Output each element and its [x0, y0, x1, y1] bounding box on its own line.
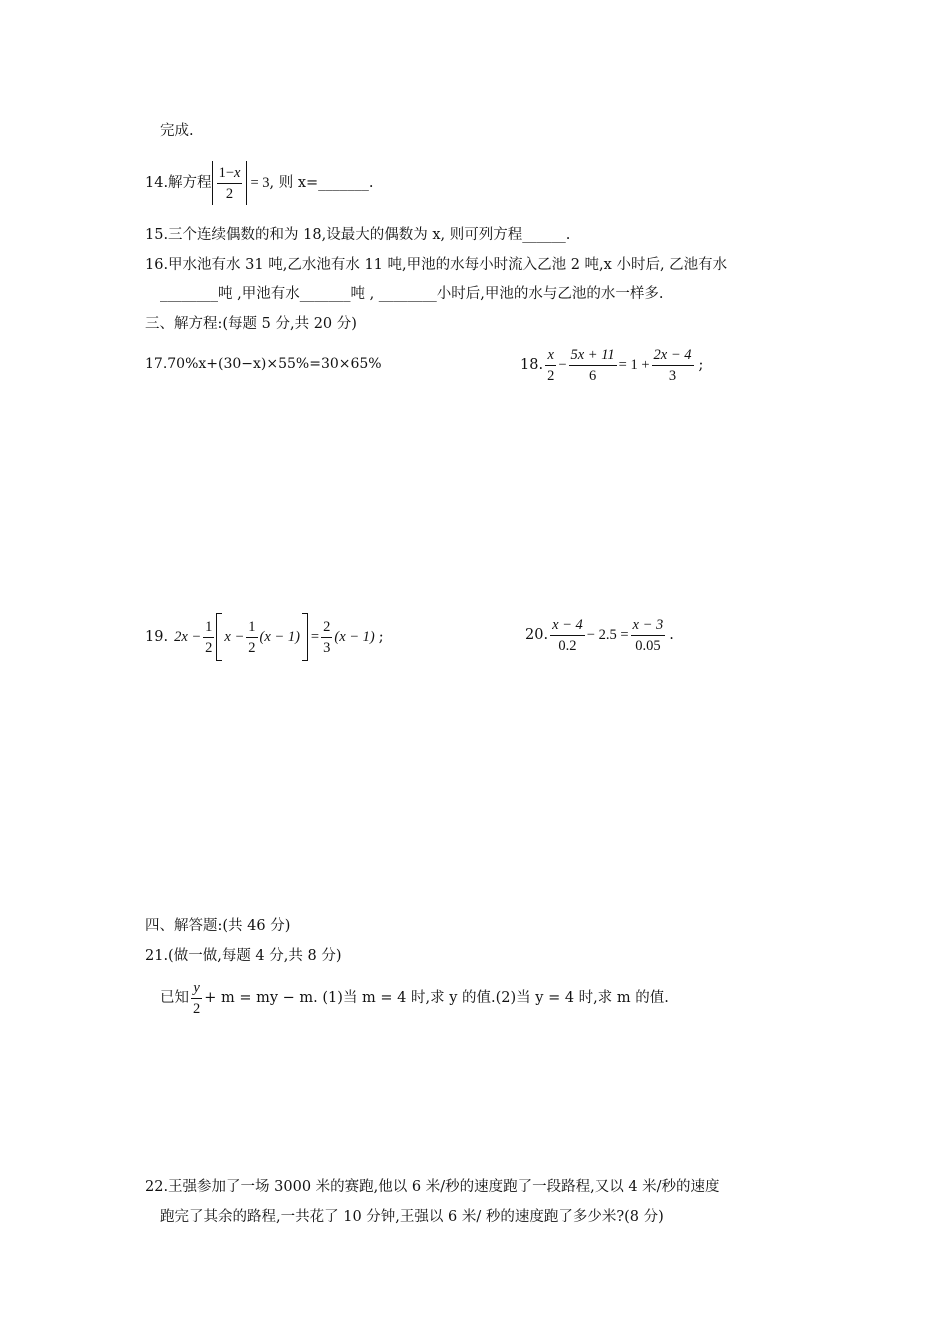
q14-equals: = 3 [250, 175, 270, 191]
question-18: 18. $\frac{x}{2}$ − $\frac{5x + 11}{6}$ = 1 + $\frac{2x - 4}{3}$ ; [520, 346, 704, 384]
q19-half-1: $\frac{1}{2}$ [205, 618, 213, 656]
question-14 [145, 160, 374, 206]
question-21-body: 已知 $\frac{y}{2}$ + m = my − m. (1)当 m = 4 时,求 y 的值.(2)当 y = 4 时,求 m 的值. [160, 979, 669, 1017]
question-15: 15.三个连续偶数的和为 18,设最大的偶数为 x, 则可列方程______. [145, 227, 571, 243]
question-17: 17.70%x+(30−x)×55%=30×65% [145, 356, 382, 372]
q19-left-bracket [216, 613, 222, 661]
q20-fraction-2: $\frac{x - 3}{0.05}$ [632, 616, 664, 654]
q19-label: 19. [145, 629, 169, 645]
q13-tail: 完成. [160, 123, 194, 139]
question-16-line1: 16.甲水池有水 31 吨,乙水池有水 11 吨,甲池的水每小时流入乙池 2 吨,x 小时后, 乙池有水 [145, 257, 728, 273]
q18-label: 18. [520, 357, 544, 373]
question-19: 19. 2x − $\frac{1}{2}$ x − $\frac{1}{2}$ (x − 1) = $\frac{2}{3}$ (x − 1) ; [145, 612, 384, 662]
q19-half-2: $\frac{1}{2}$ [248, 618, 256, 656]
section-3-heading: 三、解方程:(每题 5 分,共 20 分) [145, 316, 357, 332]
q18-fraction-3: $\frac{2x - 4}{3}$ [653, 346, 692, 384]
question-22-line2: 跑完了其余的路程,一共花了 10 分钟,王强以 6 米/ 秒的速度跑了多少米?(8 分) [160, 1209, 664, 1225]
question-16-line2: ________吨 ,甲池有水_______吨 , ________小时后,甲池的水与乙池的水一样多. [160, 286, 664, 302]
q19-right-bracket [302, 613, 308, 661]
q14-suffix: , 则 x=_______. [269, 175, 374, 191]
q18-fraction-2: $\frac{5x + 11}{6}$ [570, 346, 615, 384]
question-21-title: 21.(做一做,每题 4 分,共 8 分) [145, 948, 342, 964]
q18-fraction-1: $\frac{x}{2}$ [547, 346, 555, 384]
q21-fraction: $\frac{y}{2}$ [193, 979, 201, 1017]
q20-fraction-1: $\frac{x - 4}{0.2}$ [552, 616, 583, 654]
question-22-line1: 22.王强参加了一场 3000 米的赛跑,他以 6 米/秒的速度跑了一段路程,又以 4 米/秒的速度 [145, 1179, 720, 1195]
q14-fraction: $\frac{1-x}{2}$ [218, 164, 241, 202]
q20-label: 20. [525, 627, 549, 643]
q19-two-thirds: $\frac{2}{3}$ [323, 618, 331, 656]
q14-absolute-value [212, 161, 248, 205]
q14-prefix: 14.解方程 [145, 175, 212, 191]
section-4-heading: 四、解答题:(共 46 分) [145, 918, 291, 934]
question-20: 20. $\frac{x - 4}{0.2}$ − 2.5 = $\frac{x - 3}{0.05}$ . [525, 616, 674, 654]
